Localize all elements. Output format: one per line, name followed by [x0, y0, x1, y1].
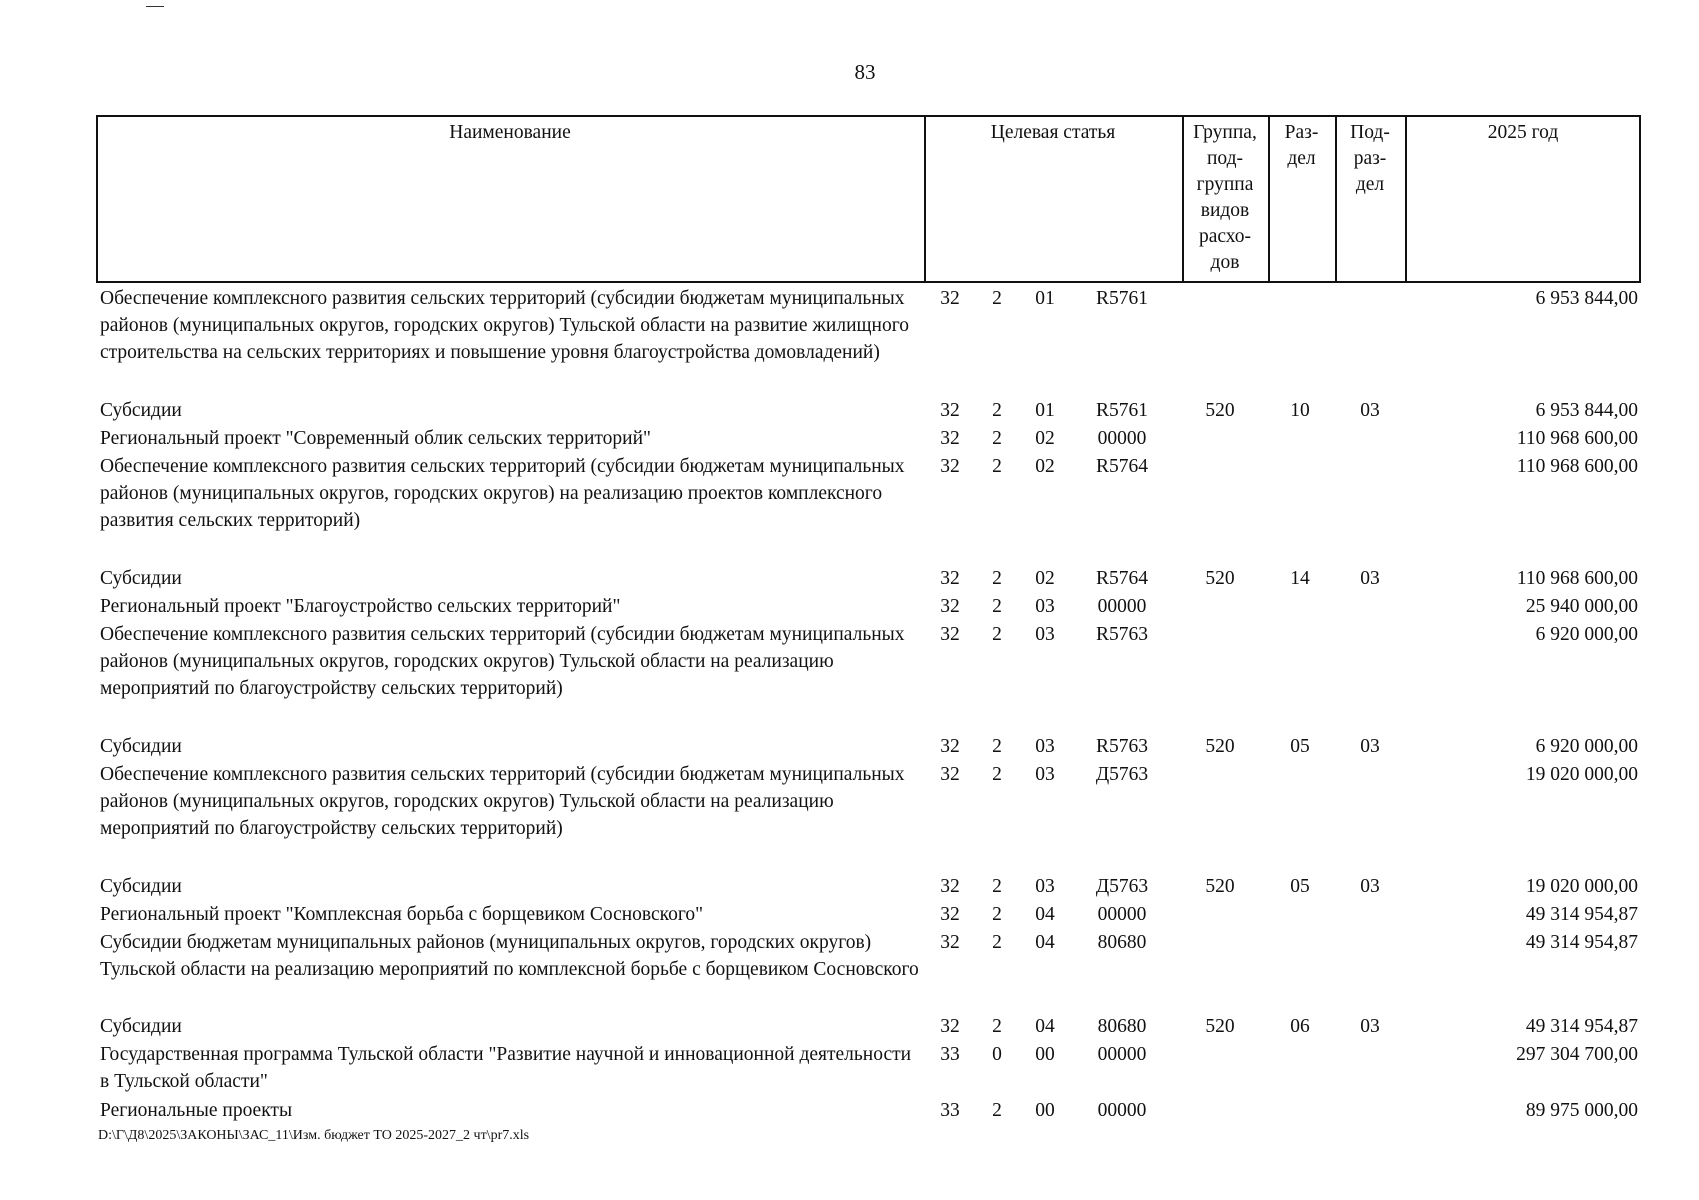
- target-article-direction: 00000: [1097, 428, 1147, 449]
- target-article-subprogram: 03: [1035, 736, 1055, 757]
- target-article-type: 0: [992, 1044, 1002, 1065]
- expense-group: 520: [1205, 736, 1235, 757]
- target-article-type: 2: [992, 764, 1002, 785]
- target-article-type: 2: [992, 1016, 1002, 1037]
- target-article-direction: R5764: [1095, 456, 1148, 477]
- row-name: Субсидии: [100, 568, 182, 589]
- amount-2025: 110 968 600,00: [1516, 428, 1638, 449]
- header-year: 2025 год: [1487, 122, 1559, 143]
- amount-2025: 297 304 700,00: [1516, 1044, 1638, 1065]
- amount-2025: 6 953 844,00: [1535, 400, 1638, 421]
- target-article-subprogram: 01: [1035, 400, 1055, 421]
- target-article-type: 2: [992, 596, 1002, 617]
- target-article-type: 2: [992, 288, 1002, 309]
- target-article-type: 2: [992, 736, 1002, 757]
- target-article-program: 32: [940, 764, 960, 785]
- target-article-program: 32: [940, 736, 960, 757]
- target-article-type: 2: [992, 876, 1002, 897]
- target-article-direction: R5763: [1095, 624, 1148, 645]
- expense-group: 520: [1205, 400, 1235, 421]
- header-group: Группа, под- группа видов расхо- дов: [1193, 122, 1257, 273]
- header-name: Наименование: [449, 122, 571, 143]
- target-article-type: 2: [992, 932, 1002, 953]
- row-name: Государственная программа Тульской области "Развитие научной и инновационной деятельности в Тульской области": [100, 1044, 912, 1092]
- section: 05: [1290, 876, 1310, 897]
- header-section: Раз- дел: [1284, 122, 1319, 169]
- target-article-direction: R5761: [1095, 400, 1148, 421]
- target-article-direction: R5761: [1095, 288, 1148, 309]
- amount-2025: 49 314 954,87: [1525, 932, 1638, 953]
- amount-2025: 49 314 954,87: [1525, 1016, 1638, 1037]
- target-article-direction: 00000: [1097, 904, 1147, 925]
- target-article-program: 32: [940, 904, 960, 925]
- section: 05: [1290, 736, 1310, 757]
- row-name: Субсидии: [100, 876, 182, 897]
- amount-2025: 6 920 000,00: [1535, 624, 1638, 645]
- expense-group: 520: [1205, 568, 1235, 589]
- header-subsection: Под- раз- дел: [1350, 122, 1390, 195]
- target-article-type: 2: [992, 456, 1002, 477]
- target-article-subprogram: 00: [1035, 1100, 1055, 1121]
- target-article-direction: 00000: [1097, 1044, 1147, 1065]
- amount-2025: 19 020 000,00: [1525, 876, 1638, 897]
- target-article-program: 32: [940, 288, 960, 309]
- target-article-type: 2: [992, 400, 1002, 421]
- row-name: Региональные проекты: [100, 1100, 293, 1121]
- amount-2025: 89 975 000,00: [1525, 1100, 1638, 1121]
- target-article-subprogram: 04: [1035, 1016, 1055, 1037]
- target-article-type: 2: [992, 624, 1002, 645]
- target-article-program: 33: [940, 1100, 960, 1121]
- row-name: Обеспечение комплексного развития сельских территорий (субсидии бюджетам муниципальных районов (муниципальных округов, городских округов) Тульской области на реализацию мероприятий по благоустройству сельских территорий): [100, 624, 905, 699]
- target-article-program: 32: [940, 568, 960, 589]
- target-article-direction: R5763: [1095, 736, 1148, 757]
- row-name: Обеспечение комплексного развития сельских территорий (субсидии бюджетам муниципальных районов (муниципальных округов, городских округов) Тульской области на реализацию мероприятий по благоустройству сельских территорий): [100, 764, 905, 839]
- target-article-subprogram: 00: [1035, 1044, 1055, 1065]
- target-article-program: 33: [940, 1044, 960, 1065]
- target-article-subprogram: 03: [1035, 764, 1055, 785]
- target-article-direction: 80680: [1097, 1016, 1147, 1037]
- subsection: 03: [1360, 876, 1380, 897]
- section: 14: [1290, 568, 1310, 589]
- target-article-subprogram: 02: [1035, 456, 1055, 477]
- target-article-direction: Д5763: [1095, 764, 1149, 785]
- subsection: 03: [1360, 736, 1380, 757]
- target-article-program: 32: [940, 428, 960, 449]
- target-article-type: 2: [992, 904, 1002, 925]
- target-article-program: 32: [940, 876, 960, 897]
- amount-2025: 6 953 844,00: [1535, 288, 1638, 309]
- page-number: 83: [854, 60, 876, 84]
- subsection: 03: [1360, 1016, 1380, 1037]
- row-name: Региональный проект "Комплексная борьба с борщевиком Сосновского": [100, 904, 704, 925]
- target-article-direction: 80680: [1097, 932, 1147, 953]
- row-name: Субсидии: [100, 400, 182, 421]
- row-name: Региональный проект "Современный облик сельских территорий": [100, 428, 651, 449]
- top-mark: [146, 6, 164, 7]
- target-article-direction: R5764: [1095, 568, 1148, 589]
- subsection: 03: [1360, 568, 1380, 589]
- row-name: Обеспечение комплексного развития сельских территорий (субсидии бюджетам муниципальных районов (муниципальных округов, городских округов) на реализацию проектов комплексного развития сельских территорий): [100, 456, 905, 531]
- target-article-subprogram: 04: [1035, 904, 1055, 925]
- amount-2025: 25 940 000,00: [1525, 596, 1638, 617]
- target-article-subprogram: 03: [1035, 596, 1055, 617]
- amount-2025: 110 968 600,00: [1516, 568, 1638, 589]
- section: 10: [1290, 400, 1310, 421]
- row-name: Субсидии: [100, 1016, 182, 1037]
- row-name: Региональный проект "Благоустройство сельских территорий": [100, 596, 621, 617]
- target-article-direction: Д5763: [1095, 876, 1149, 897]
- expense-group: 520: [1205, 1016, 1235, 1037]
- target-article-program: 32: [940, 932, 960, 953]
- header-target-article: Целевая статья: [990, 122, 1116, 143]
- target-article-subprogram: 02: [1035, 428, 1055, 449]
- target-article-type: 2: [992, 428, 1002, 449]
- amount-2025: 49 314 954,87: [1525, 904, 1638, 925]
- subsection: 03: [1360, 400, 1380, 421]
- footer-file-path: D:\Г\Д8\2025\ЗАКОНЫ\ЗАС_11\Изм. бюджет ТО 2025-2027_2 чт\pr7.xls: [98, 1128, 530, 1143]
- amount-2025: 19 020 000,00: [1525, 764, 1638, 785]
- target-article-direction: 00000: [1097, 1100, 1147, 1121]
- amount-2025: 110 968 600,00: [1516, 456, 1638, 477]
- row-name: Обеспечение комплексного развития сельских территорий (субсидии бюджетам муниципальных районов (муниципальных округов, городских округов) Тульской области на развитие жилищного строительства на сельских территориях и повышение уровня благоустройства домовладений): [100, 288, 909, 363]
- expense-group: 520: [1205, 876, 1235, 897]
- target-article-subprogram: 03: [1035, 876, 1055, 897]
- amount-2025: 6 920 000,00: [1535, 736, 1638, 757]
- target-article-program: 32: [940, 624, 960, 645]
- target-article-direction: 00000: [1097, 596, 1147, 617]
- target-article-program: 32: [940, 456, 960, 477]
- target-article-subprogram: 01: [1035, 288, 1055, 309]
- target-article-program: 32: [940, 400, 960, 421]
- target-article-subprogram: 03: [1035, 624, 1055, 645]
- target-article-type: 2: [992, 1100, 1002, 1121]
- target-article-subprogram: 04: [1035, 932, 1055, 953]
- target-article-program: 32: [940, 1016, 960, 1037]
- target-article-program: 32: [940, 596, 960, 617]
- target-article-type: 2: [992, 568, 1002, 589]
- target-article-subprogram: 02: [1035, 568, 1055, 589]
- section: 06: [1290, 1016, 1310, 1037]
- row-name: Субсидии: [100, 736, 182, 757]
- row-name: Субсидии бюджетам муниципальных районов (муниципальных округов, городских округов) Тульской области на реализацию мероприятий по комплексной борьбе с борщевиком Сосновского: [100, 932, 919, 980]
